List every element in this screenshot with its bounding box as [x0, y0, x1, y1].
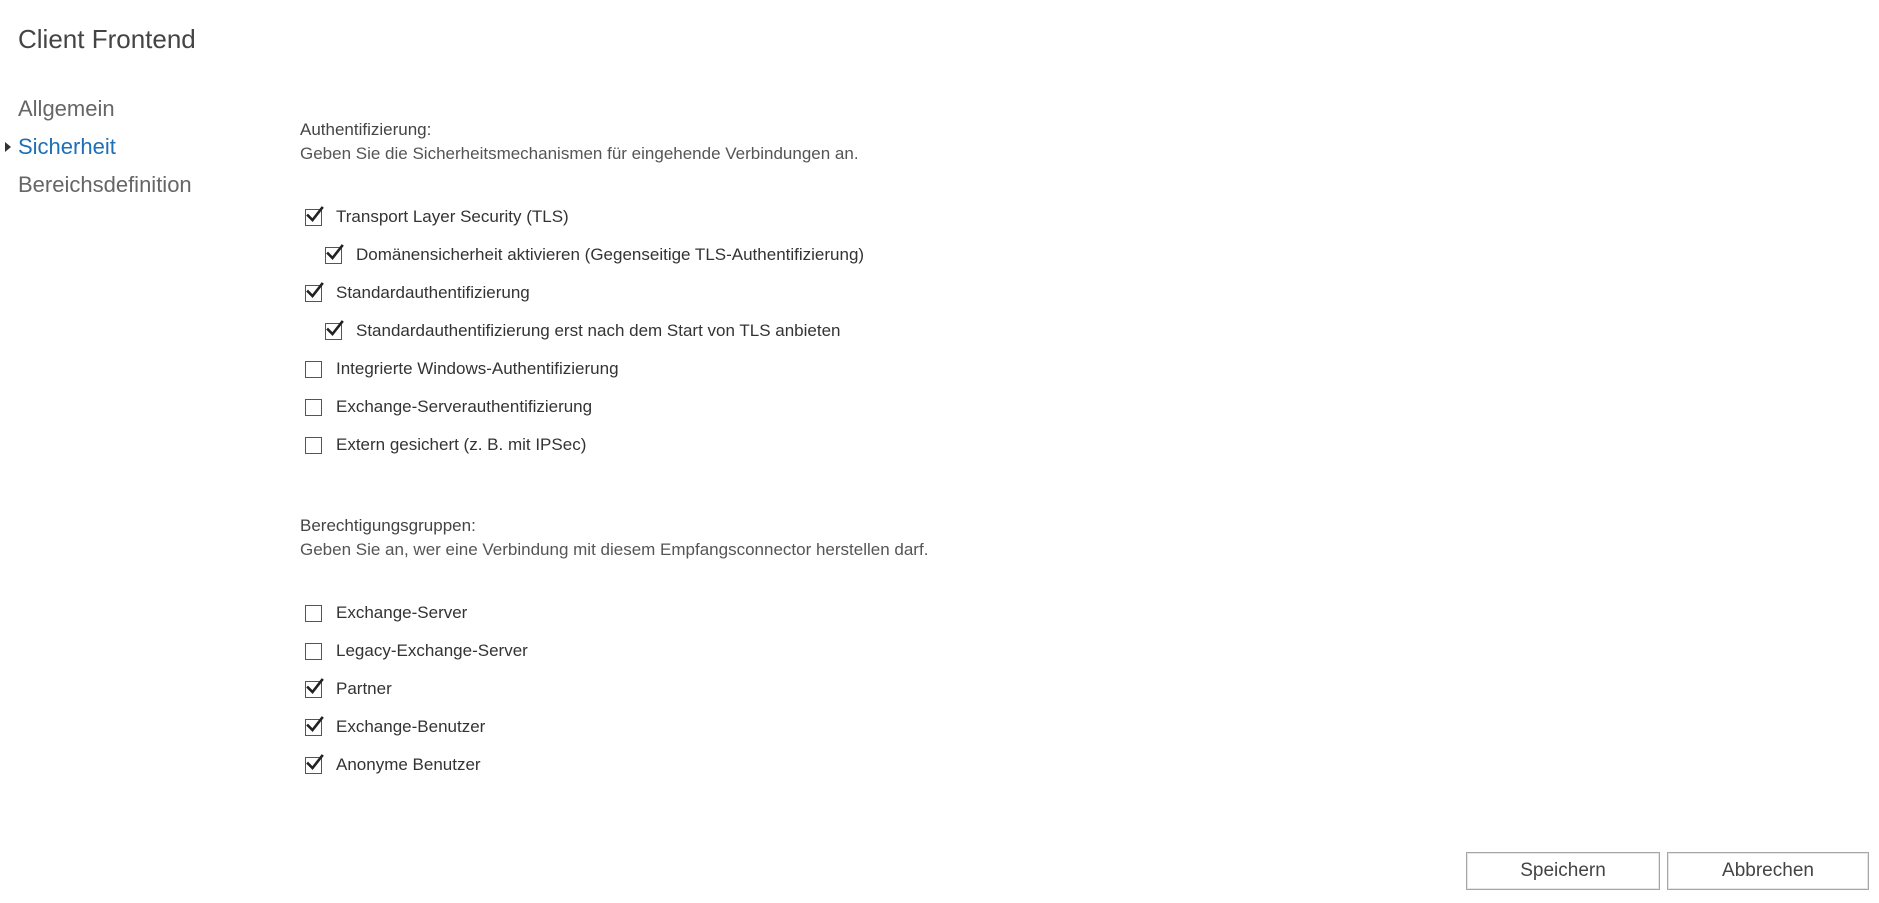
nav-item-allgemein[interactable] [18, 90, 192, 128]
checkbox-label: Exchange-Benutzer [336, 717, 486, 736]
checkbox-box[interactable] [305, 437, 322, 454]
check-icon [305, 677, 325, 697]
checkbox-box[interactable] [305, 399, 322, 416]
auth-section-description: Geben Sie die Sicherheitsmechanismen für eingehende Verbindungen an. [300, 144, 859, 163]
nav-item-label: Sicherheit [18, 134, 116, 159]
checkbox-basic-auth[interactable] [300, 274, 1500, 312]
auth-section-label: Authentifizierung: [300, 120, 432, 139]
checkbox-label: Integrierte Windows-Authentifizierung [336, 359, 619, 378]
checkbox-label: Exchange-Serverauthentifizierung [336, 397, 593, 416]
check-icon [305, 753, 325, 773]
check-icon [305, 281, 325, 301]
checkbox-box[interactable] [305, 681, 322, 698]
checkbox-partner[interactable] [300, 670, 1500, 708]
permission-section-label: Berechtigungsgruppen: [300, 516, 476, 535]
checkbox-label: Anonyme Benutzer [336, 755, 481, 774]
checkbox-label: Standardauthentifizierung erst nach dem Start von TLS anbieten [356, 321, 841, 340]
checkbox-box[interactable] [305, 719, 322, 736]
nav-item-label: Bereichsdefinition [18, 172, 192, 197]
checkbox-exchange-users[interactable] [300, 708, 1500, 746]
checkbox-label: Exchange-Server [336, 603, 468, 622]
checkbox-label: Standardauthentifizierung [336, 283, 530, 302]
checkbox-box[interactable] [305, 361, 322, 378]
checkbox-label: Extern gesichert (z. B. mit IPSec) [336, 435, 587, 454]
checkbox-label: Partner [336, 679, 392, 698]
page-title: Client Frontend [18, 24, 196, 54]
checkbox-basic-auth-after-tls[interactable] [300, 312, 1500, 350]
checkbox-label: Domänensicherheit aktivieren (Gegenseitige TLS-Authentifizierung) [356, 245, 865, 264]
checkbox-legacy-exchange-server[interactable] [300, 632, 1500, 670]
dialog-buttons [1466, 852, 1869, 890]
save-button[interactable]: Speichern [1466, 852, 1660, 890]
checkbox-box[interactable] [305, 209, 322, 226]
checkbox-externally-secured[interactable] [300, 426, 1500, 464]
checkbox-box[interactable] [325, 323, 342, 340]
checkbox-tls[interactable] [300, 198, 1500, 236]
checkbox-box[interactable] [325, 247, 342, 264]
cancel-button[interactable]: Abbrechen [1667, 852, 1869, 890]
checkbox-box[interactable] [305, 605, 322, 622]
checkbox-box[interactable] [305, 643, 322, 660]
nav-item-sicherheit[interactable] [18, 128, 192, 166]
permission-section [300, 514, 1500, 784]
checkbox-label: Transport Layer Security (TLS) [336, 207, 569, 226]
checkbox-exchange-server-auth[interactable] [300, 388, 1500, 426]
nav-item-bereichsdefinition[interactable] [18, 166, 192, 204]
checkbox-domain-security[interactable] [300, 236, 1500, 274]
permission-section-description: Geben Sie an, wer eine Verbindung mit diesem Empfangsconnector herstellen darf. [300, 540, 929, 559]
checkbox-label: Legacy-Exchange-Server [336, 641, 528, 660]
security-content [300, 118, 1500, 784]
checkbox-box[interactable] [305, 757, 322, 774]
checkbox-windows-auth[interactable] [300, 350, 1500, 388]
checkbox-exchange-server[interactable] [300, 594, 1500, 632]
check-icon [325, 319, 345, 339]
auth-section [300, 118, 1500, 464]
checkbox-anonymous-users[interactable] [300, 746, 1500, 784]
checkbox-box[interactable] [305, 285, 322, 302]
side-nav [18, 90, 192, 204]
check-icon [325, 243, 345, 263]
nav-item-label: Allgemein [18, 96, 115, 121]
auth-options [300, 198, 1500, 464]
check-icon [305, 205, 325, 225]
permission-options [300, 594, 1500, 784]
caret-right-icon [5, 142, 11, 152]
check-icon [305, 715, 325, 735]
